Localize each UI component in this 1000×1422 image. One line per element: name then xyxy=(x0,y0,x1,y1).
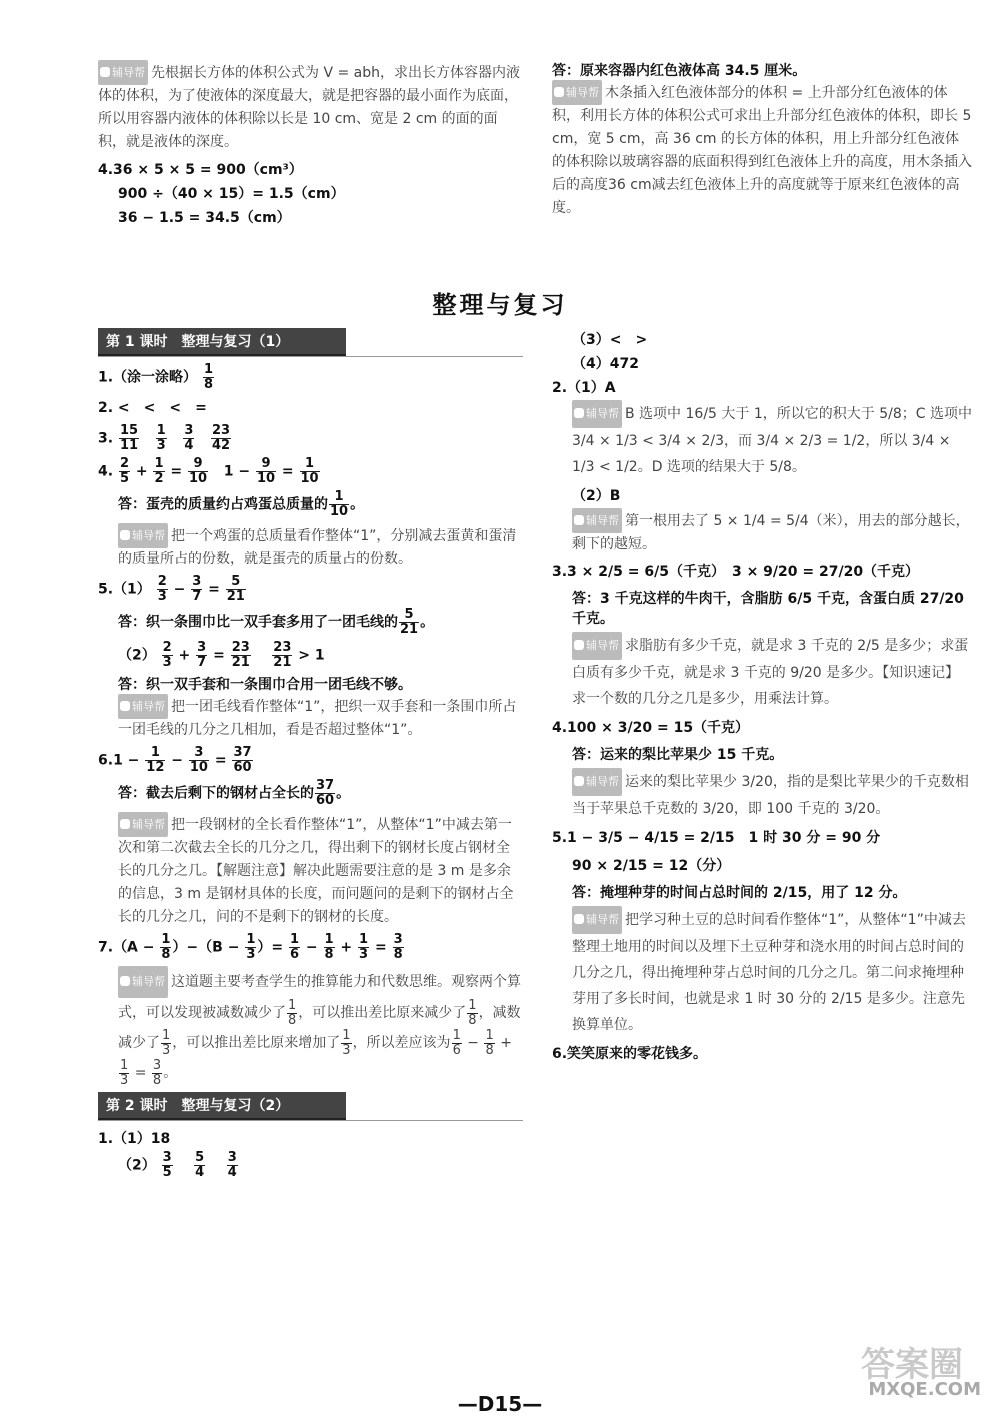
q3: 3. $\frac{15}{11}$ $\frac{1}{3}$ $\frac{3}{4}$ $\frac{23}{42}$ xyxy=(98,423,231,453)
help-note: 辅导帮 把一段钢材的全长看作整体“1”，从整体“1”中减去第一次和第二次截去全长的几分之几，得出剩下的钢材长度占钢材全长的几分之几。【解题注意】解决此题需要注意的是 3 m 是多余的信息，3 m 是钢材具体的长度，而问题问的是剩下的钢材占全长的几分之几，问的不是剩下的钢材的长度。 xyxy=(98,812,523,929)
q3: 3.3 × 2/5 = 6/5（千克） 3 × 9/20 = 27/20（千克） xyxy=(552,564,920,580)
q4-answer: 答：蛋壳的质量约占鸡蛋总质量的 $\frac{1}{10}$ 。 xyxy=(118,489,365,519)
q2-1: 2.（1）A xyxy=(552,380,616,396)
help-note: 辅导帮 这道题主要考查学生的推算能力和代数思维。观察两个算式，可以发现被减数减少了 $\frac{1}{8}$ ，可以推出差比原来减少了 $\frac{1}{8}$ ，减数减少了 $\frac{1}{3}$ ，可以推出差比原来增加了 $\frac{1}{3}$ ，所以差应该为 $\frac{1}{6}$ − $\frac{1}{8}$ + $\frac{1}{3}$ = $\frac{3}{8}$ 。 xyxy=(98,966,523,1088)
q5-answer-1: 答：织一条围巾比一双手套多用了一团毛线的 $\frac{5}{21}$ 。 xyxy=(118,607,435,637)
q5-answer: 答：掩埋种芽的时间占总时间的 2/15，用了 12 分。 xyxy=(572,885,907,901)
helper-face-icon xyxy=(574,640,584,650)
helper-face-icon xyxy=(120,701,130,711)
helper-face-icon xyxy=(120,530,130,540)
calc-line: 4.36 × 5 × 5 = 900（cm³） xyxy=(98,162,303,178)
helper-face-icon xyxy=(574,408,584,418)
help-note: 辅导帮 把一个鸡蛋的总质量看作整体“1”，分别减去蛋黄和蛋清的质量所占的份数，就是蛋壳的质量占的份数。 xyxy=(98,523,523,571)
help-note: 辅导帮 求脂肪有多少千克，就是求 3 千克的 2/5 是多少；求蛋白质有多少千克，就是求 3 千克的 9/20 是多少。【知识速记】求一个数的几分之几是多少，用乘法计算。 xyxy=(552,632,972,712)
watermark-text: MXQE.COM xyxy=(868,1379,981,1400)
q3-answer: 答：3 千克这样的牛肉干，含脂肪 6/5 千克，含蛋白质 27/20 千克。 xyxy=(572,591,964,627)
helper-face-icon xyxy=(574,776,584,786)
q7: 7.（A − $\frac{1}{8}$ ）−（B − $\frac{1}{3}$ ）= $\frac{1}{6}$ − $\frac{1}{8}$ + $\frac{1}{3}$ = $\frac{3}{8}$ xyxy=(98,932,403,962)
help-note: 辅导帮 把学习种土豆的总时间看作整体“1”，从整体“1”中减去整理土地用的时间以及埋下土豆种芽和浇水用的时间占总时间的几分之几，得出掩埋种芽占总时间的几分之几。第二问求掩埋种芽用了多长时间，也就是求 1 时 30 分的 2/15 是多少。注意先换算单位。 xyxy=(552,906,972,1038)
q5-answer-2: 答：织一双手套和一条围巾合用一团毛线不够。 xyxy=(118,677,412,693)
watermark-logo xyxy=(855,1335,985,1405)
help-tag: 辅导帮 xyxy=(98,60,148,85)
helper-face-icon xyxy=(120,976,130,986)
q2: 2. < < < = xyxy=(98,400,207,416)
q6: 6.笑笑原来的零花钱多。 xyxy=(552,1046,708,1062)
q6-answer: 答：截去后剩下的钢材占全长的 $\frac{37}{60}$ 。 xyxy=(118,778,351,808)
left-column xyxy=(98,328,523,1180)
top-right-block xyxy=(552,60,972,220)
calc-line: 36 − 1.5 = 34.5（cm） xyxy=(118,210,291,226)
helper-face-icon xyxy=(574,515,584,525)
q1-3: （3）< > xyxy=(572,332,648,348)
help-note: 辅导帮 运来的梨比苹果少 3/20，指的是梨比苹果少的千克数相当于苹果总千克数的 3/20，即 100 千克的 3/20。 xyxy=(552,768,972,822)
lesson-1-title: 第 1 课时 整理与复习（1） xyxy=(98,328,346,356)
page-number: —D15— xyxy=(457,1392,543,1416)
help-note: 辅导帮 木条插入红色液体部分的体积 = 上升部分红色液体的体积，利用长方体的体积公式可求出上升部分红色液体的体积，即长 5 cm，宽 5 cm，高 36 cm 的长方体的体积，用上升部分红色液体的体积除以玻璃容器的底面积得到红色液体上升的高度，用木条插入后的高度36 cm减去红色液体上升的高度就等于原来红色液体的高度。 xyxy=(552,80,972,220)
lesson-2-title: 第 2 课时 整理与复习（2） xyxy=(98,1092,346,1120)
answer-line: 答：原来容器内红色液体高 34.5 厘米。 xyxy=(552,63,807,79)
q4-answer: 答：运来的梨比苹果少 15 千克。 xyxy=(572,747,784,763)
help-note: 辅导帮 把一团毛线看作整体“1”，把织一双手套和一条围巾所占一团毛线的几分之几相加，看是否超过整体“1”。 xyxy=(98,694,523,742)
helper-face-icon xyxy=(554,87,564,97)
q5-b: 90 × 2/15 = 12（分） xyxy=(572,858,731,874)
q2-2: （2）B xyxy=(572,488,621,504)
q1: 1.（涂一涂略） $\frac{1}{8}$ xyxy=(98,362,213,392)
helper-face-icon xyxy=(100,67,110,77)
top-left-block xyxy=(98,60,523,230)
q6: 6.1 − $\frac{1}{12}$ − $\frac{3}{10}$ = $\frac{37}{60}$ xyxy=(98,745,252,775)
help-note: 辅导帮 先根据长方体的体积公式为 V = abh，求出长方体容器内液体的体积，为了使液体的深度最大，就是把容器的最小面作为底面，所以用容器内液体的体积除以长是 10 cm、宽是 2 cm 的面的面积，就是液体的深度。 xyxy=(98,60,523,154)
fraction: $\frac{1}{8}$ xyxy=(203,362,213,392)
watermark-cn: 答案圈 xyxy=(861,1345,963,1385)
lesson-header xyxy=(98,1092,523,1121)
helper-face-icon xyxy=(574,914,584,924)
q5-part-2: （2） $\frac{2}{3}$ + $\frac{3}{7}$ = $\frac{23}{21}$ $\frac{23}{21}$ > 1 xyxy=(118,640,325,670)
q1-4: （4）472 xyxy=(572,356,639,372)
help-note: 辅导帮 第一根用去了 5 × 1/4 = 5/4（米），用去的部分越长，剩下的越短。 xyxy=(552,508,972,556)
l2-q1: 1.（1）18 xyxy=(98,1131,171,1147)
q4: 4.100 × 3/20 = 15（千克） xyxy=(552,720,750,736)
q5: 5.（1） $\frac{2}{3}$ − $\frac{3}{7}$ = $\frac{5}{21}$ xyxy=(98,574,245,604)
help-tag: 辅导帮 xyxy=(552,80,602,105)
section-title: 整理与复习 xyxy=(432,291,568,319)
right-column xyxy=(552,328,972,1066)
help-note: 辅导帮 B 选项中 16/5 大于 1，所以它的积大于 5/8；C 选项中 3/4 × 1/3 < 3/4 × 2/3，而 3/4 × 2/3 = 1/2，所以 3/4 × 1/3 < 1/2。D 选项的结果大于 5/8。 xyxy=(552,400,972,480)
calc-line: 900 ÷（40 × 15）= 1.5（cm） xyxy=(118,186,345,202)
lesson-header xyxy=(98,328,523,357)
q4: 4. $\frac{2}{5}$ + $\frac{1}{2}$ = $\frac{9}{10}$ 1 − $\frac{9}{10}$ = $\frac{1}{10}$ xyxy=(98,456,319,486)
q5: 5.1 − 3/5 − 4/15 = 2/15 1 时 30 分 = 90 分 xyxy=(552,830,881,846)
l2-q1-2: （2） $\frac{3}{5}$ $\frac{5}{4}$ $\frac{3}{4}$ xyxy=(118,1150,237,1180)
helper-face-icon xyxy=(120,819,130,829)
